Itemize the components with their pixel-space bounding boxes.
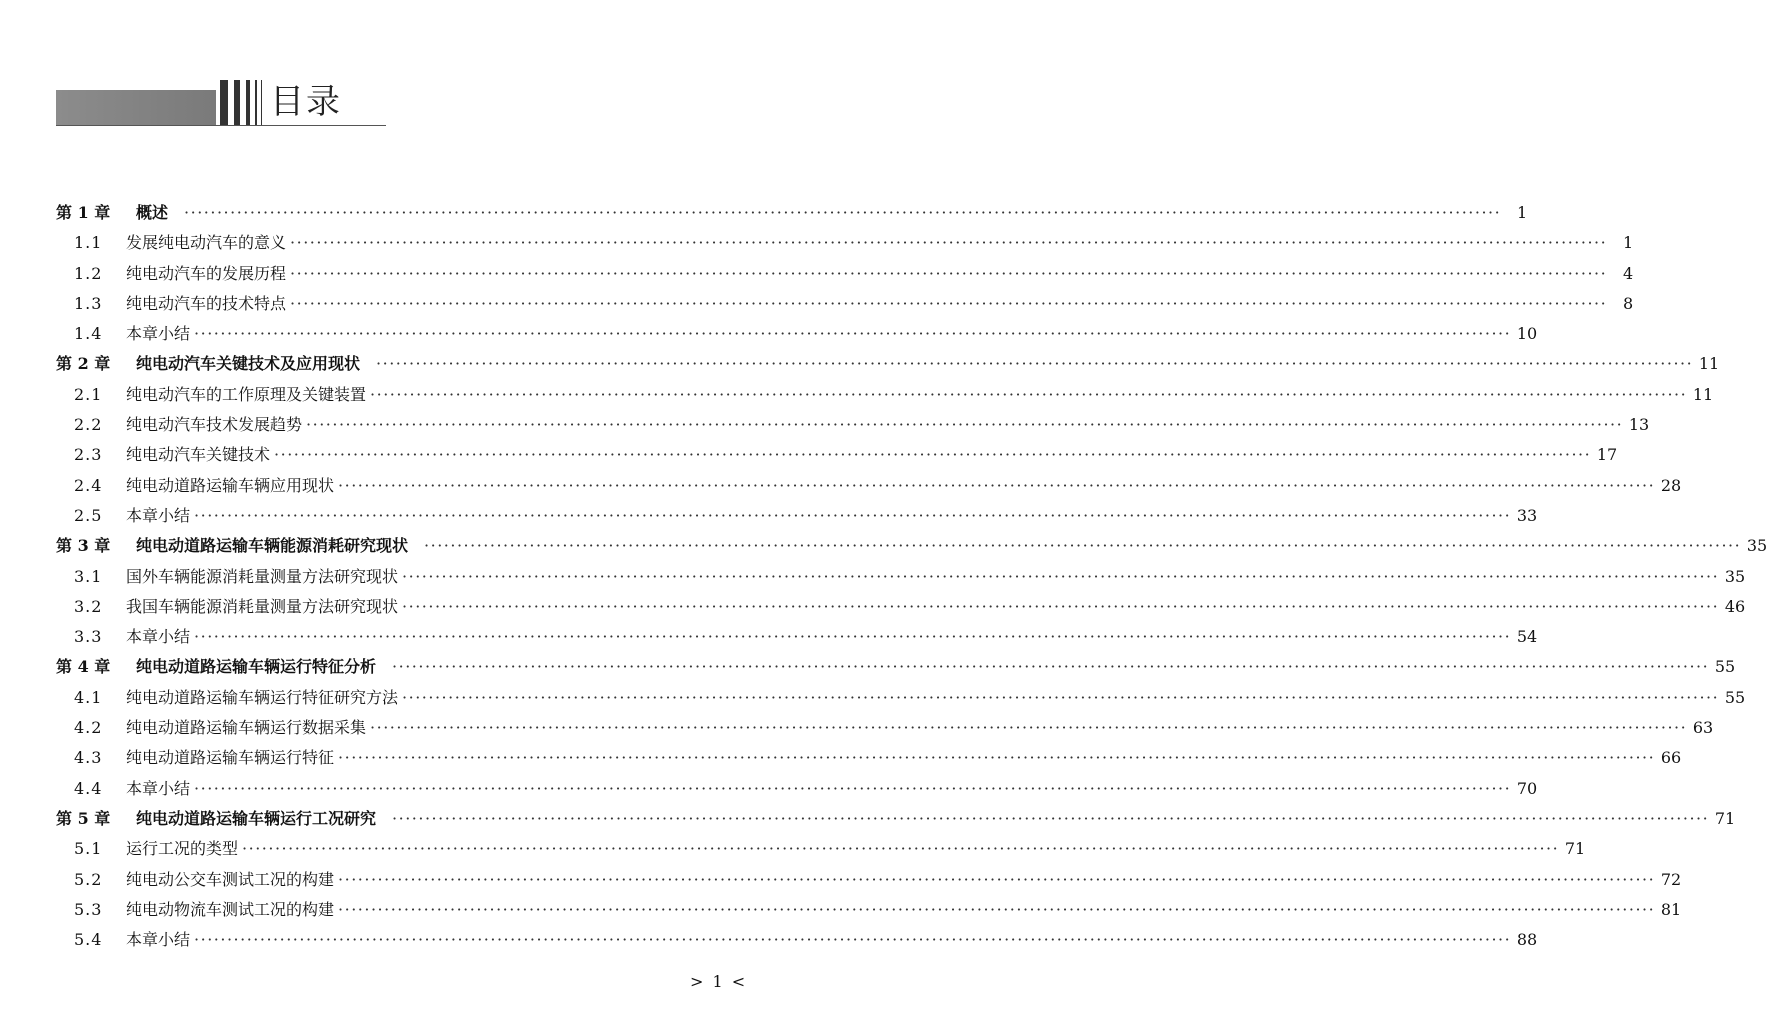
dot-leader: ········································································································································································································ [376, 354, 1694, 374]
section-title: 本章小结 [126, 627, 191, 647]
section-number: 3.1 [74, 566, 103, 586]
toc-section-row[interactable] [56, 713, 1714, 743]
dot-leader: ········································································································································································································ [338, 869, 1656, 889]
page-number: 4 [1623, 263, 1634, 283]
toc-section-row[interactable] [56, 743, 1682, 773]
section-number: 4.2 [74, 718, 103, 738]
toc-section-row[interactable] [56, 259, 1634, 289]
dot-leader: ········································································································································································································ [194, 324, 1512, 344]
page-number: 81 [1660, 899, 1682, 919]
dot-leader: ········································································································································································································ [424, 536, 1742, 556]
section-title: 纯电动道路运输车辆运行数据采集 [126, 718, 367, 738]
dot-leader: ········································································································································································································ [402, 566, 1720, 586]
header-rule [56, 125, 386, 126]
section-number: 1.1 [74, 233, 103, 253]
page-number: 66 [1660, 748, 1682, 768]
section-title: 纯电动汽车技术发展趋势 [126, 415, 303, 435]
section-number: 2.2 [74, 415, 103, 435]
header-gray-block [56, 90, 216, 126]
page-number: 17 [1596, 445, 1618, 465]
page-number: 28 [1660, 475, 1682, 495]
page-number: 35 [1746, 536, 1767, 556]
section-number: 3.3 [74, 627, 103, 647]
header-bar [234, 80, 240, 126]
dot-leader: ········································································································································································································ [242, 839, 1560, 859]
toc-section-row[interactable] [56, 471, 1682, 501]
section-number: 2.5 [74, 505, 103, 525]
chapter-title: 概述 [136, 203, 169, 222]
header-bar [246, 80, 250, 126]
page-number: 35 [1724, 566, 1746, 586]
toc-section-row[interactable] [56, 410, 1650, 440]
dot-leader: ········································································································································································································ [338, 748, 1656, 768]
section-number: 5.1 [74, 839, 103, 859]
dot-leader: ········································································································································································································ [194, 778, 1512, 798]
page-number: 71 [1564, 839, 1586, 859]
page-number: 1 [1623, 233, 1634, 253]
page-number: 1 [1517, 203, 1528, 222]
dot-leader: ········································································································································································································ [402, 596, 1720, 616]
dot-leader: ········································································································································································································ [338, 475, 1656, 495]
toc-section-row[interactable] [56, 834, 1586, 864]
dot-leader: ········································································································································································································ [194, 627, 1512, 647]
page-number-footer: > 1 < [690, 972, 748, 991]
toc-section-row[interactable] [56, 683, 1746, 713]
toc-section-row[interactable] [56, 289, 1634, 319]
toc-chapter-row[interactable] [56, 198, 1528, 228]
page-number: 55 [1724, 687, 1746, 707]
chapter-title: 纯电动汽车关键技术及应用现状 [136, 354, 361, 374]
dot-leader: ········································································································································································································ [290, 263, 1608, 283]
page-number: 13 [1628, 415, 1650, 435]
section-title: 纯电动汽车的技术特点 [126, 293, 287, 313]
section-number: 1.2 [74, 263, 103, 283]
section-title: 本章小结 [126, 930, 191, 950]
section-title: 本章小结 [126, 778, 191, 798]
page-number: 46 [1724, 596, 1746, 616]
section-number: 5.4 [74, 930, 103, 950]
page-number: 10 [1516, 324, 1538, 344]
toc-section-row[interactable] [56, 501, 1538, 531]
toc-section-row[interactable] [56, 895, 1682, 925]
section-title: 纯电动汽车的工作原理及关键装置 [126, 384, 367, 404]
chapter-number: 第 4 章 [56, 657, 111, 677]
section-number: 1.4 [74, 324, 103, 344]
section-number: 2.4 [74, 475, 103, 495]
dot-leader: ········································································································································································································ [402, 687, 1720, 707]
toc-chapter-row[interactable] [56, 531, 1767, 561]
section-title: 国外车辆能源消耗量测量方法研究现状 [126, 566, 399, 586]
page-number: 33 [1516, 505, 1538, 525]
page-number: 55 [1714, 657, 1736, 677]
section-title: 纯电动道路运输车辆运行特征研究方法 [126, 687, 399, 707]
dot-leader: ········································································································································································································ [306, 415, 1624, 435]
page-number: 71 [1714, 808, 1736, 828]
page-title: 目录 [270, 82, 342, 122]
chapter-title: 纯电动道路运输车辆运行特征分析 [136, 657, 377, 677]
toc-header [56, 80, 386, 128]
section-number: 2.1 [74, 384, 103, 404]
section-number: 4.1 [74, 687, 103, 707]
dot-leader: ········································································································································································································ [392, 808, 1710, 828]
section-title: 本章小结 [126, 505, 191, 525]
page-number: 72 [1660, 869, 1682, 889]
section-title: 纯电动公交车测试工况的构建 [126, 869, 335, 889]
page-number: 54 [1516, 627, 1538, 647]
section-number: 3.2 [74, 596, 103, 616]
toc-section-row[interactable] [56, 592, 1746, 622]
toc-section-row[interactable] [56, 562, 1746, 592]
section-title: 纯电动物流车测试工况的构建 [126, 899, 335, 919]
dot-leader: ········································································································································································································ [338, 899, 1656, 919]
section-title: 本章小结 [126, 324, 191, 344]
dot-leader: ········································································································································································································ [392, 657, 1710, 677]
table-of-contents [56, 198, 1767, 955]
dot-leader: ········································································································································································································ [274, 445, 1592, 465]
page-number: 8 [1623, 293, 1634, 313]
section-title: 纯电动道路运输车辆应用现状 [126, 475, 335, 495]
dot-leader: ········································································································································································································ [370, 718, 1688, 738]
page-number: 11 [1698, 354, 1720, 374]
dot-leader: ········································································································································································································ [290, 293, 1608, 313]
chapter-number: 第 1 章 [56, 203, 111, 222]
toc-section-row[interactable] [56, 440, 1618, 470]
toc-section-row[interactable] [56, 319, 1538, 349]
dot-leader: ········································································································································································································ [194, 930, 1512, 950]
section-number: 5.2 [74, 869, 103, 889]
section-title: 我国车辆能源消耗量测量方法研究现状 [126, 596, 399, 616]
toc-chapter-row[interactable] [56, 652, 1736, 682]
section-number: 4.4 [74, 778, 103, 798]
dot-leader: ········································································································································································································ [370, 384, 1688, 404]
toc-section-row[interactable] [56, 622, 1538, 652]
toc-chapter-row[interactable] [56, 349, 1720, 379]
dot-leader: ········································································································································································································ [184, 203, 1502, 222]
page-number: 11 [1692, 384, 1714, 404]
section-number: 5.3 [74, 899, 103, 919]
header-bar [255, 80, 257, 126]
toc-section-row[interactable] [56, 380, 1714, 410]
header-bar [261, 80, 262, 126]
dot-leader: ········································································································································································································ [194, 505, 1512, 525]
toc-section-row[interactable] [56, 228, 1634, 258]
chapter-number: 第 2 章 [56, 354, 111, 374]
section-number: 4.3 [74, 748, 103, 768]
toc-section-row[interactable] [56, 774, 1538, 804]
chapter-title: 纯电动道路运输车辆能源消耗研究现状 [136, 536, 409, 556]
chapter-number: 第 3 章 [56, 536, 111, 556]
section-title: 运行工况的类型 [126, 839, 239, 859]
section-number: 2.3 [74, 445, 103, 465]
header-bar [220, 80, 228, 126]
chapter-number: 第 5 章 [56, 808, 111, 828]
section-title: 发展纯电动汽车的意义 [126, 233, 287, 253]
dot-leader: ········································································································································································································ [290, 233, 1608, 253]
section-title: 纯电动汽车关键技术 [126, 445, 271, 465]
toc-chapter-row[interactable] [56, 804, 1736, 834]
page-number: 70 [1516, 778, 1538, 798]
toc-section-row[interactable] [56, 925, 1538, 955]
page-number: 63 [1692, 718, 1714, 738]
section-title: 纯电动道路运输车辆运行特征 [126, 748, 335, 768]
chapter-title: 纯电动道路运输车辆运行工况研究 [136, 808, 377, 828]
section-title: 纯电动汽车的发展历程 [126, 263, 287, 283]
toc-section-row[interactable] [56, 865, 1682, 895]
section-number: 1.3 [74, 293, 103, 313]
page-number: 88 [1516, 930, 1538, 950]
